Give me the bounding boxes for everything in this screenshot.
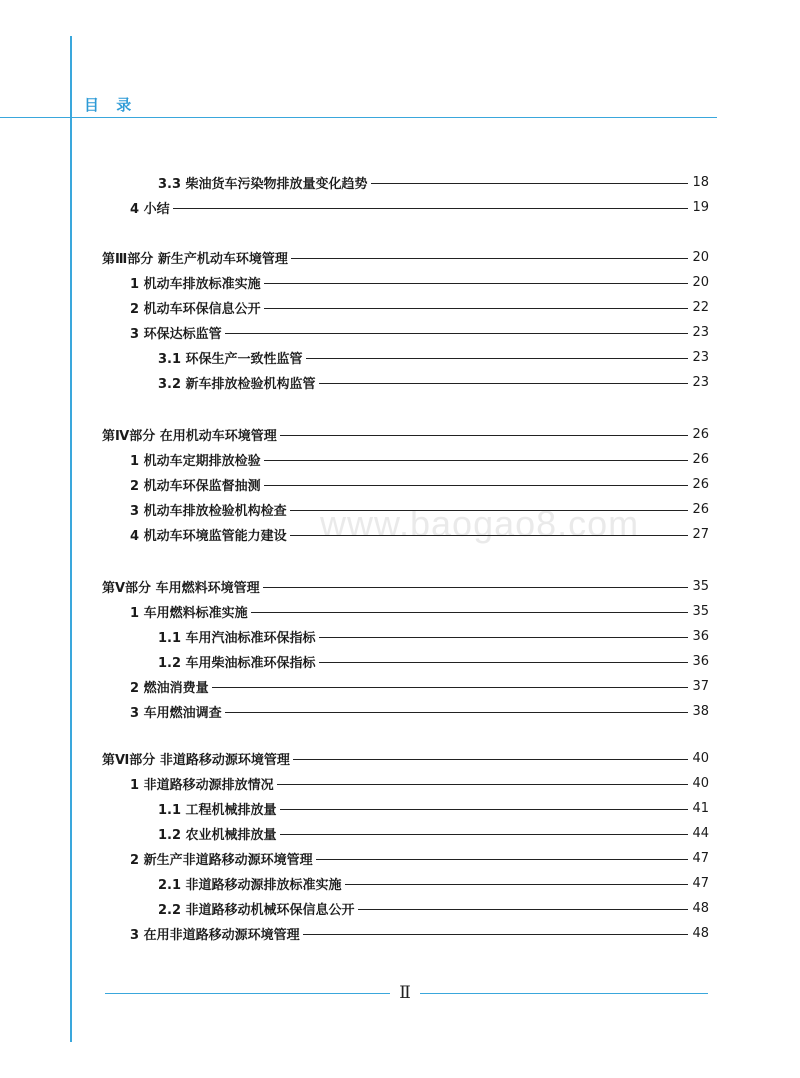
toc-entry[interactable] [130,701,709,721]
toc-entry-page: 40 [692,750,709,766]
toc-entry-label: 第Ⅴ部分 车用燃料环境管理 [102,580,260,596]
toc-entry-label: 1.2 农业机械排放量 [158,827,277,843]
toc-entry-label: 4 机动车环境监管能力建设 [130,528,287,544]
toc-entry[interactable] [158,898,709,918]
toc-entry[interactable] [130,322,709,342]
toc-entry-page: 40 [692,775,709,791]
vertical-rule [70,36,72,1042]
toc-entry[interactable] [158,372,709,392]
footer-rule-left [105,993,390,994]
toc-leader-line [358,909,688,910]
page-title: 目 录 [84,96,138,114]
toc-entry-label: 3.3 柴油货车污染物排放量变化趋势 [158,176,368,192]
toc-entry-label: 1.2 车用柴油标准环保指标 [158,655,316,671]
toc-leader-line [264,485,688,486]
toc-entry-label: 3 车用燃油调查 [130,705,222,721]
toc-entry-page: 23 [692,324,709,340]
toc-entry[interactable] [130,848,709,868]
toc-entry-label: 3 机动车排放检验机构检查 [130,503,287,519]
toc-entry-label: 1 机动车排放标准实施 [130,276,261,292]
toc-entry-label: 1 非道路移动源排放情况 [130,777,274,793]
toc-entry-page: 26 [692,426,709,442]
toc-entry-page: 35 [692,578,709,594]
toc-entry-page: 19 [692,199,709,215]
watermark: www.baogao8.com [320,503,640,544]
toc-leader-line [319,637,688,638]
toc-entry[interactable] [102,247,709,267]
toc-leader-line [263,587,688,588]
toc-entry[interactable] [130,773,709,793]
toc-entry-label: 2.2 非道路移动机械环保信息公开 [158,902,355,918]
toc-leader-line [319,662,688,663]
footer-page-number: Ⅱ [399,983,411,1003]
toc-entry-label: 2 燃油消费量 [130,680,209,696]
toc-entry[interactable] [158,347,709,367]
toc-entry-page: 37 [692,678,709,694]
toc-leader-line [212,687,688,688]
toc-entry[interactable] [130,499,709,519]
toc-entry-page: 47 [692,850,709,866]
toc-leader-line [371,183,688,184]
toc-entry[interactable] [158,626,709,646]
toc-leader-line [264,308,688,309]
toc-leader-line [306,358,688,359]
toc-entry[interactable] [130,474,709,494]
toc-entry-label: 2 机动车环保信息公开 [130,301,261,317]
toc-entry[interactable] [158,798,709,818]
toc-entry-label: 1 车用燃料标准实施 [130,605,248,621]
toc-entry[interactable] [130,449,709,469]
toc-entry-page: 47 [692,875,709,891]
toc-entry-label: 3.1 环保生产一致性监管 [158,351,303,367]
header-rule [0,117,717,118]
footer-rule-right [420,993,708,994]
toc-entry[interactable] [158,651,709,671]
toc-entry-label: 2 新生产非道路移动源环境管理 [130,852,313,868]
toc-entry-page: 20 [692,274,709,290]
toc-entry-label: 第Ⅵ部分 非道路移动源环境管理 [102,752,290,768]
toc-leader-line [280,809,688,810]
toc-entry-page: 22 [692,299,709,315]
toc-entry[interactable] [130,297,709,317]
toc-leader-line [319,383,688,384]
toc-entry-page: 41 [692,800,709,816]
toc-entry-page: 44 [692,825,709,841]
toc-entry-label: 第Ⅳ部分 在用机动车环境管理 [102,428,277,444]
toc-leader-line [264,283,688,284]
toc-entry-page: 26 [692,476,709,492]
toc-entry-page: 36 [692,628,709,644]
toc-entry-label: 1.1 车用汽油标准环保指标 [158,630,316,646]
toc-leader-line [316,859,688,860]
toc-entry[interactable] [130,272,709,292]
toc-leader-line [264,460,688,461]
toc-leader-line [290,535,688,536]
toc-leader-line [225,333,688,334]
toc-entry-page: 35 [692,603,709,619]
toc-entry-label: 3 在用非道路移动源环境管理 [130,927,300,943]
toc-entry-page: 27 [692,526,709,542]
toc-entry-label: 4 小结 [130,201,170,217]
toc-leader-line [225,712,688,713]
toc-entry-page: 36 [692,653,709,669]
toc-entry-page: 26 [692,451,709,467]
toc-entry-page: 20 [692,249,709,265]
toc-leader-line [291,258,688,259]
toc-entry-page: 23 [692,374,709,390]
toc-leader-line [277,784,688,785]
toc-entry-label: 3 环保达标监管 [130,326,222,342]
toc-entry-page: 48 [692,900,709,916]
toc-entry[interactable] [158,873,709,893]
toc-leader-line [303,934,688,935]
toc-entry[interactable] [102,424,709,444]
toc-leader-line [280,435,688,436]
toc-entry-label: 1 机动车定期排放检验 [130,453,261,469]
toc-entry[interactable] [130,197,709,217]
toc-entry-page: 26 [692,501,709,517]
toc-entry-page: 48 [692,925,709,941]
toc-entry-label: 2.1 非道路移动源排放标准实施 [158,877,342,893]
toc-entry-page: 38 [692,703,709,719]
toc-entry-label: 2 机动车环保监督抽测 [130,478,261,494]
toc-leader-line [293,759,688,760]
toc-leader-line [280,834,688,835]
toc-entry[interactable] [158,172,709,192]
toc-entry-label: 1.1 工程机械排放量 [158,802,277,818]
toc-leader-line [173,208,688,209]
toc-entry[interactable] [130,676,709,696]
toc-entry-label: 第Ⅲ部分 新生产机动车环境管理 [102,251,288,267]
toc-leader-line [290,510,688,511]
toc-entry-label: 3.2 新车排放检验机构监管 [158,376,316,392]
toc-entry[interactable] [130,524,709,544]
toc-entry[interactable] [130,923,709,943]
toc-entry[interactable] [130,601,709,621]
toc-entry-page: 18 [692,174,709,190]
toc-leader-line [345,884,688,885]
toc-entry[interactable] [102,576,709,596]
toc-entry-page: 23 [692,349,709,365]
toc-leader-line [251,612,688,613]
toc-entry[interactable] [158,823,709,843]
toc-entry[interactable] [102,748,709,768]
